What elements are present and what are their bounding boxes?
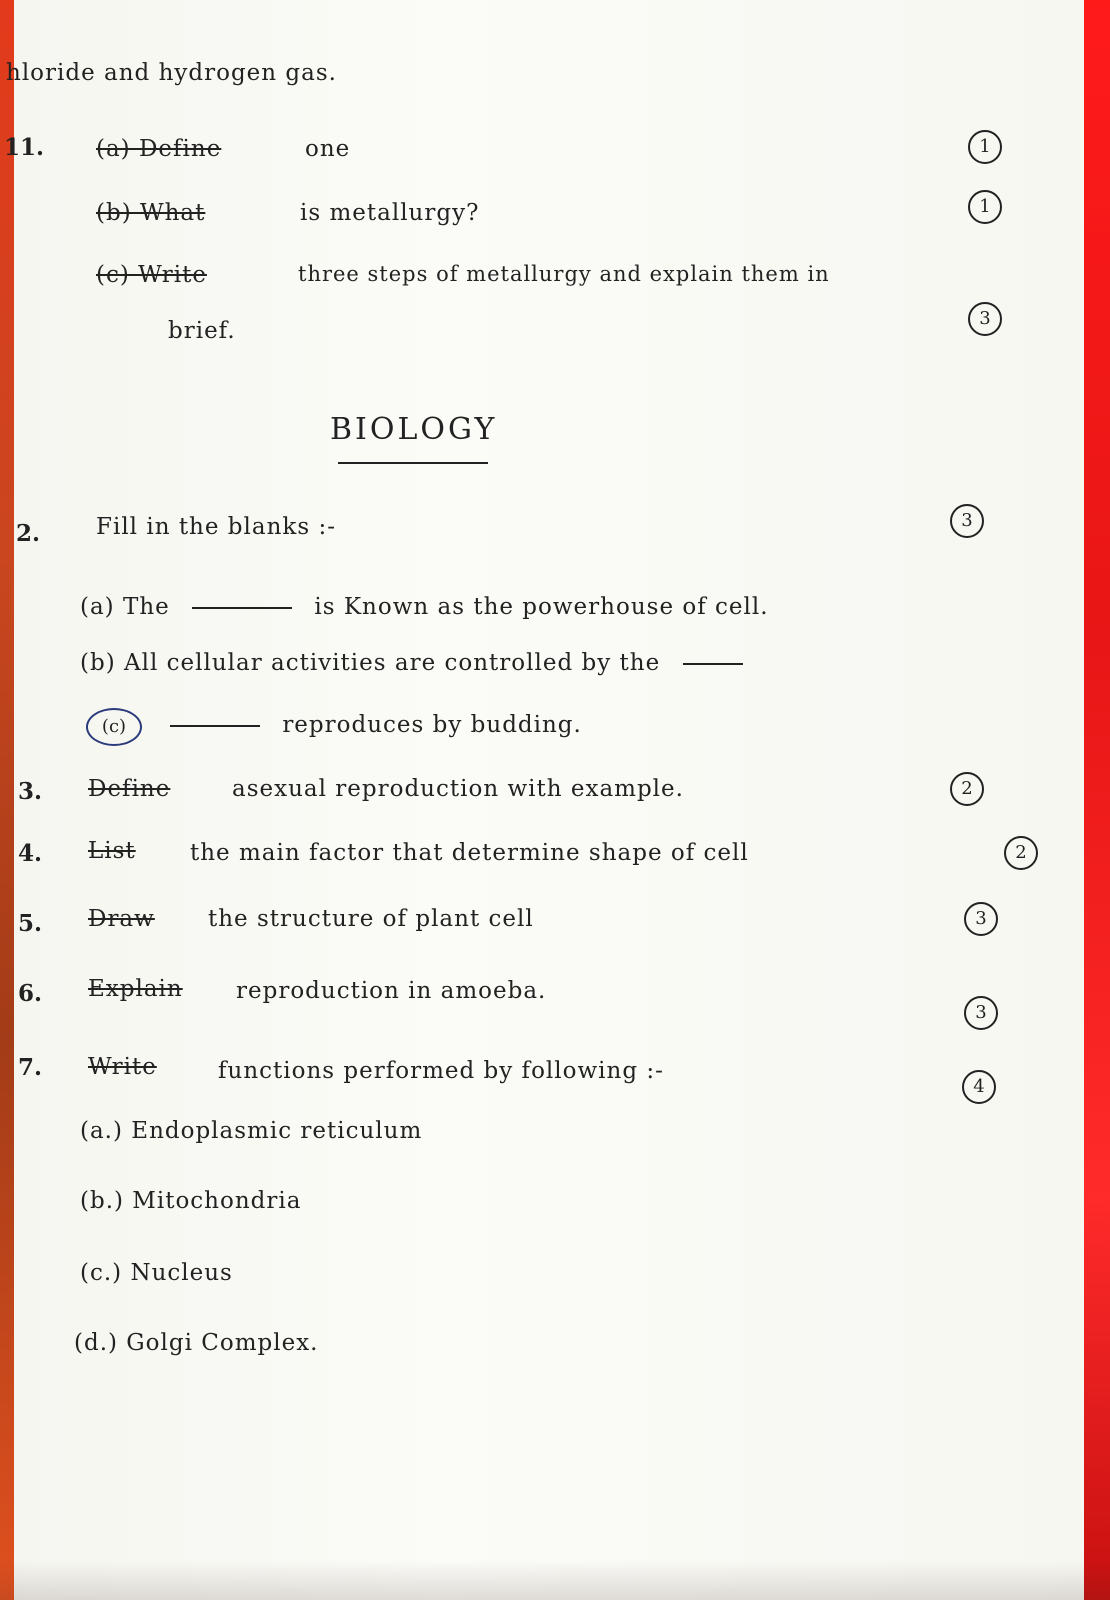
q3-text: asexual reproduction with example. — [232, 776, 684, 802]
q5-text: the structure of plant cell — [208, 906, 534, 932]
list-item: (a.) Endoplasmic reticulum — [80, 1118, 423, 1144]
blank-line — [192, 607, 292, 609]
q2a-post: is Known as the powerhouse of cell. — [314, 594, 769, 620]
q2b-label: (b) — [80, 650, 116, 676]
question-number: 4. — [18, 840, 43, 867]
q11c-label: (c) Write — [96, 262, 207, 288]
background-fabric-right — [1084, 0, 1110, 1600]
list-item: (b.) Mitochondria — [80, 1188, 302, 1214]
q5-label: Draw — [88, 906, 155, 932]
list-item: (c.) Nucleus — [80, 1260, 233, 1286]
mark-badge: 4 — [962, 1070, 996, 1104]
q6-text: reproduction in amoeba. — [236, 978, 547, 1004]
q2c-text: reproduces by budding. — [282, 712, 582, 738]
q2a-pre: The — [122, 594, 170, 620]
q2-title: Fill in the blanks :- — [96, 514, 336, 540]
q2c-line — [170, 712, 582, 738]
q4-label: List — [88, 838, 136, 864]
question-number: 3. — [18, 778, 43, 805]
question-number: 6. — [18, 980, 43, 1007]
q2a-label: (a) — [80, 594, 115, 620]
q11a-text: one — [305, 136, 351, 162]
q11c-text-cont: brief. — [168, 318, 236, 344]
list-item: (d.) Golgi Complex. — [74, 1330, 319, 1356]
mark-badge: 1 — [968, 130, 1002, 164]
mark-badge: 3 — [964, 902, 998, 936]
section-heading: BIOLOGY — [330, 412, 498, 447]
mark-badge: 1 — [968, 190, 1002, 224]
question-number: 5. — [18, 910, 43, 937]
carryover-line: hloride and hydrogen gas. — [6, 60, 337, 86]
q7-text: functions performed by following :- — [218, 1058, 664, 1084]
q6-label: Explain — [88, 976, 183, 1002]
question-number: 2. — [16, 520, 41, 547]
heading-underline — [338, 462, 488, 464]
q2b-text: All cellular activities are controlled by the — [123, 650, 661, 676]
question-number: 7. — [18, 1054, 43, 1081]
q11a-label: (a) Define — [96, 136, 222, 162]
q11b-label: (b) What — [96, 200, 206, 226]
page-shadow — [0, 1560, 1110, 1600]
q11b-text: is metallurgy? — [300, 200, 480, 226]
background-fabric-left — [0, 0, 14, 1600]
q7-label: Write — [88, 1054, 157, 1080]
mark-badge: 2 — [950, 772, 984, 806]
q11c-text: three steps of metallurgy and explain them in — [298, 262, 830, 286]
q2c-label: (c) — [86, 708, 142, 746]
q4-text: the main factor that determine shape of cell — [190, 840, 749, 866]
q3-label: Define — [88, 776, 171, 802]
q2a-line — [80, 594, 769, 620]
question-number: 11. — [4, 134, 45, 161]
q2b-line — [80, 650, 757, 676]
mark-badge: 3 — [964, 996, 998, 1030]
blank-line — [683, 663, 743, 665]
mark-badge: 2 — [1004, 836, 1038, 870]
mark-badge: 3 — [950, 504, 984, 538]
mark-badge: 3 — [968, 302, 1002, 336]
blank-line — [170, 725, 260, 727]
